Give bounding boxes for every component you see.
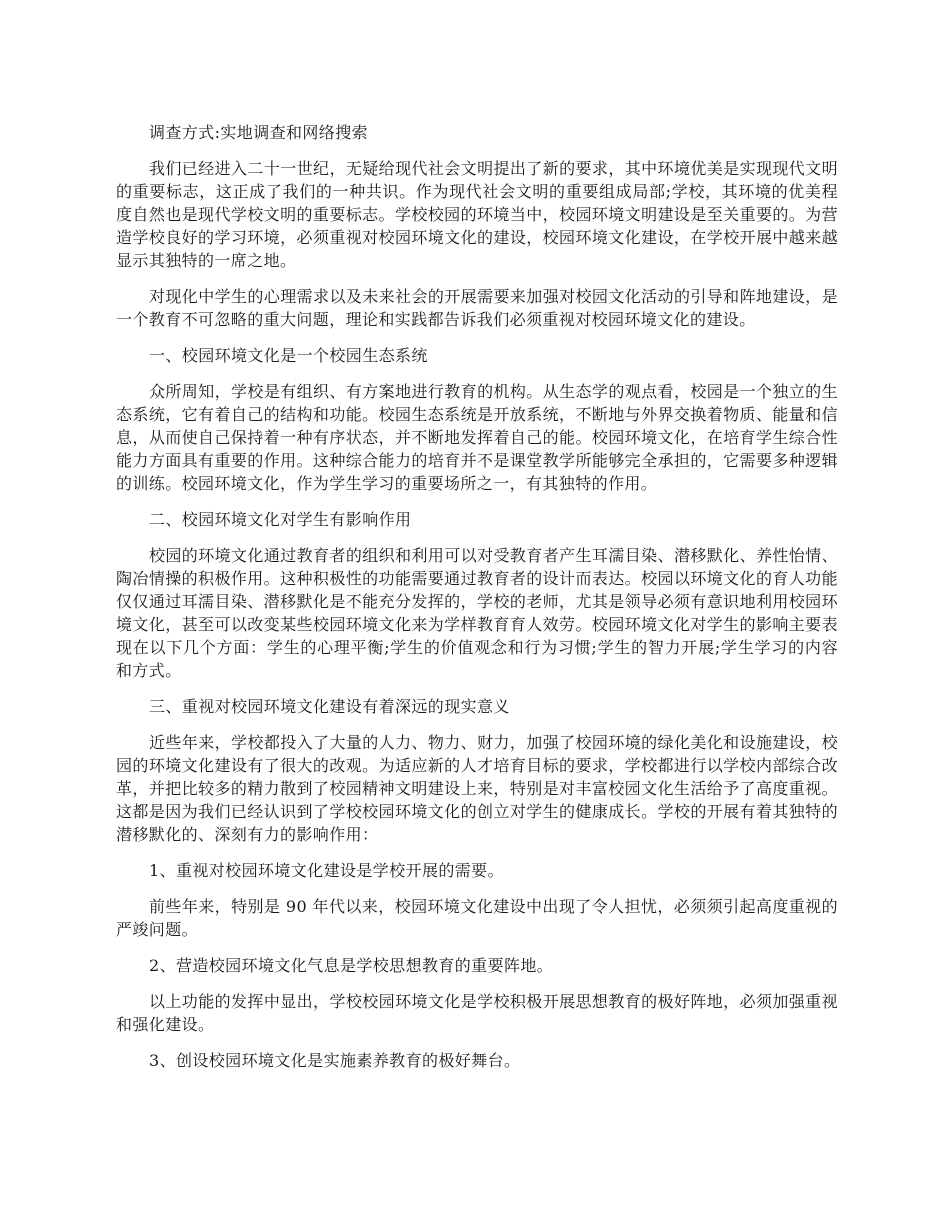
body-paragraph: 对现化中学生的心理需求以及未来社会的开展需要来加强对校园文化活动的引导和阵地建设，是一个教育不可忽略的重大问题，理论和实践都告诉我们必须重视对校园环境文化的建设。 <box>116 287 838 329</box>
body-paragraph: 前些年来，特别是 90 年代以来，校园环境文化建设中出现了令人担忧，必须须引起高度重视的严竣问题。 <box>116 897 838 939</box>
subheading-1: 1、重视对校园环境文化建设是学校开展的需要。 <box>149 861 504 880</box>
document-body <box>116 121 838 1085</box>
intro-paragraph: 我们已经进入二十一世纪，无疑给现代社会文明提出了新的要求，其中环境优美是实现现代文明的重要标志，这正成了我们的一种共识。作为现代社会文明的重要组成局部;学校，其环境的优美程度自然也是现代学校文明的重要标志。学校校园的环境当中，校园环境文明建设是至关重要的。为营造学校良好的学习环境，必须重视对校园环境文化的建设，校园环境文化建设，在学校开展中越来越显示其独特的一席之地。 <box>116 159 838 270</box>
body-paragraph: 以上功能的发挥中显出，学校校园环境文化是学校积极开展思想教育的极好阵地，必须加强重视和强化建设。 <box>116 992 838 1034</box>
section-heading-1: 一、校园环境文化是一个校园生态系统 <box>149 346 428 365</box>
section-heading-2: 二、校园环境文化对学生有影响作用 <box>149 510 412 529</box>
body-paragraph: 近些年来，学校都投入了大量的人力、物力、财力，加强了校园环境的绿化美化和设施建设，校园的环境文化建设有了很大的改观。为适应新的人才培育目标的要求，学校都进行以学校内部综合改革，并把比较多的精力散到了校园精神文明建设上来，特别是对丰富校园文化生活给予了高度重视。这都是因为我们已经认识到了学校校园环境文化的创立对学生的健康成长。学校的开展有着其独特的潜移默化的、深刻有力的影响作用： <box>116 733 838 844</box>
survey-method-line: 调查方式:实地调查和网络搜索 <box>149 123 368 142</box>
section-heading-3: 三、重视对校园环境文化建设有着深远的现实意义 <box>149 697 510 716</box>
body-paragraph: 校园的环境文化通过教育者的组织和利用可以对受教育者产生耳濡目染、潜移默化、养性怡情、陶冶情操的积极作用。这种积极性的功能需要通过教育者的设计而表达。校园以环境文化的育人功能仅仅通过耳濡目染、潜移默化是不能充分发挥的，学校的老师，尤其是领导必须有意识地利用校园环境文化，甚至可以改变某些校园环境文化来为学样教育育人效劳。校园环境文化对学生的影响主要表现在以下几个方面：学生的心理平衡;学生的价值观念和行为习惯;学生的智力开展;学生学习的内容和方式。 <box>116 546 838 680</box>
body-paragraph: 众所周知，学校是有组织、有方案地进行教育的机构。从生态学的观点看，校园是一个独立的生态系统，它有着自己的结构和功能。校园生态系统是开放系统，不断地与外界交换着物质、能量和信息，从而使自己保持着一种有序状态，并不断地发挥着自己的能。校园环境文化，在培育学生综合性能力方面具有重要的作用。这种综合能力的培育并不是课堂教学所能够完全承担的，它需要多种逻辑的训练。校园环境文化，作为学生学习的重要场所之一，有其独特的作用。 <box>116 382 838 493</box>
subheading-2: 2、营造校园环境文化气息是学校思想教育的重要阵地。 <box>149 956 554 975</box>
subheading-3: 3、创设校园环境文化是实施素养教育的极好舞台。 <box>149 1051 521 1070</box>
